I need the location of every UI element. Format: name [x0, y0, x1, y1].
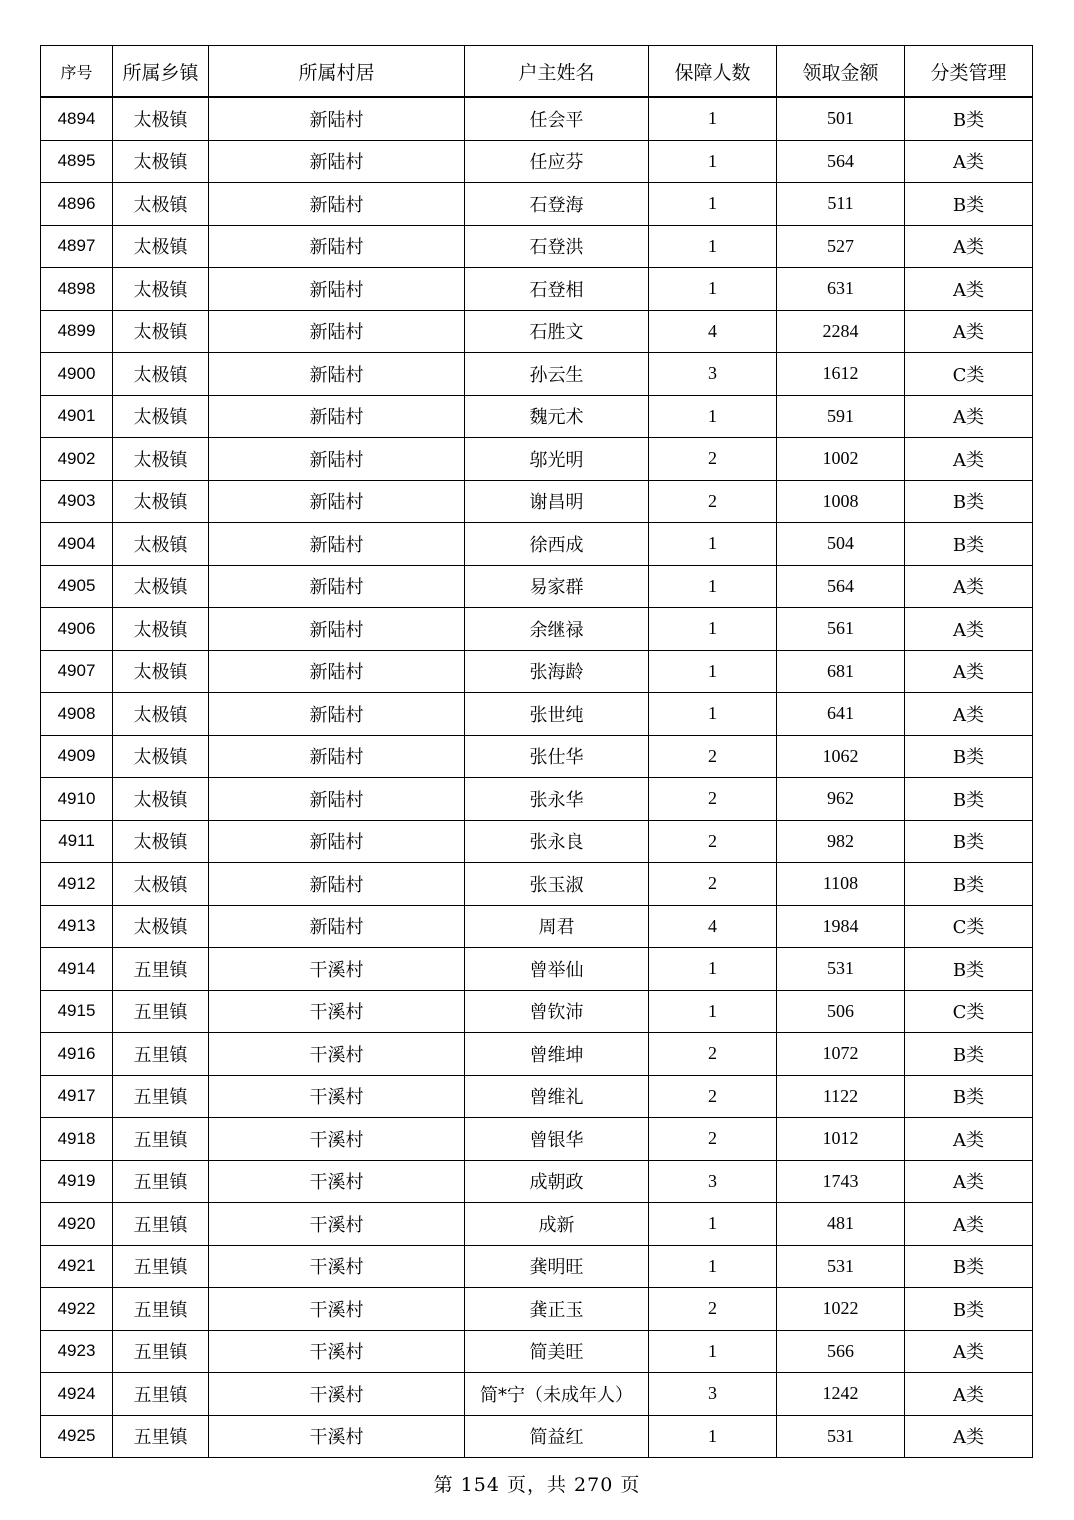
village-cell: 新陆村	[209, 693, 465, 736]
persons-cell: 2	[649, 1075, 777, 1118]
householder-cell: 任应芬	[465, 140, 649, 183]
village-cell: 新陆村	[209, 183, 465, 226]
seq-cell: 4918	[41, 1118, 113, 1161]
persons-cell: 1	[649, 693, 777, 736]
village-cell: 新陆村	[209, 225, 465, 268]
amount-cell: 1002	[777, 438, 905, 481]
township-cell: 太极镇	[113, 225, 209, 268]
seq-cell: 4910	[41, 778, 113, 821]
table-row	[41, 1288, 1033, 1331]
persons-cell: 2	[649, 1118, 777, 1161]
householder-cell: 张玉淑	[465, 863, 649, 906]
persons-cell: 1	[649, 565, 777, 608]
seq-cell: 4907	[41, 650, 113, 693]
header-row	[41, 46, 1033, 98]
persons-cell: 2	[649, 863, 777, 906]
category-cell: A类	[905, 225, 1033, 268]
persons-cell: 3	[649, 353, 777, 396]
persons-cell: 1	[649, 523, 777, 566]
table-row	[41, 650, 1033, 693]
category-cell: A类	[905, 268, 1033, 311]
township-cell: 太极镇	[113, 183, 209, 226]
householder-cell: 简益红	[465, 1415, 649, 1458]
seq-cell: 4899	[41, 310, 113, 353]
householder-cell: 余继禄	[465, 608, 649, 651]
amount-cell: 1122	[777, 1075, 905, 1118]
header-covered-persons: 保障人数	[649, 46, 777, 98]
seq-cell: 4909	[41, 735, 113, 778]
persons-cell: 1	[649, 990, 777, 1033]
category-cell: B类	[905, 778, 1033, 821]
village-cell: 干溪村	[209, 1330, 465, 1373]
seq-cell: 4900	[41, 353, 113, 396]
seq-cell: 4922	[41, 1288, 113, 1331]
seq-cell: 4924	[41, 1373, 113, 1416]
amount-cell: 1242	[777, 1373, 905, 1416]
amount-cell: 1072	[777, 1033, 905, 1076]
township-cell: 五里镇	[113, 1033, 209, 1076]
seq-cell: 4895	[41, 140, 113, 183]
householder-cell: 易家群	[465, 565, 649, 608]
seq-cell: 4903	[41, 480, 113, 523]
category-cell: B类	[905, 735, 1033, 778]
persons-cell: 1	[649, 268, 777, 311]
amount-cell: 1022	[777, 1288, 905, 1331]
township-cell: 太极镇	[113, 778, 209, 821]
township-cell: 五里镇	[113, 1330, 209, 1373]
header-village: 所属村居	[209, 46, 465, 98]
householder-cell: 曾举仙	[465, 948, 649, 991]
seq-cell: 4896	[41, 183, 113, 226]
amount-cell: 1743	[777, 1160, 905, 1203]
township-cell: 太极镇	[113, 650, 209, 693]
seq-cell: 4915	[41, 990, 113, 1033]
table-row	[41, 948, 1033, 991]
township-cell: 太极镇	[113, 820, 209, 863]
table-row	[41, 1415, 1033, 1458]
village-cell: 新陆村	[209, 480, 465, 523]
seq-cell: 4904	[41, 523, 113, 566]
persons-cell: 1	[649, 1415, 777, 1458]
village-cell: 干溪村	[209, 1203, 465, 1246]
householder-cell: 龚正玉	[465, 1288, 649, 1331]
householder-cell: 张世纯	[465, 693, 649, 736]
seq-cell: 4901	[41, 395, 113, 438]
village-cell: 新陆村	[209, 438, 465, 481]
amount-cell: 1062	[777, 735, 905, 778]
householder-cell: 魏元术	[465, 395, 649, 438]
township-cell: 太极镇	[113, 395, 209, 438]
amount-cell: 1012	[777, 1118, 905, 1161]
amount-cell: 511	[777, 183, 905, 226]
persons-cell: 1	[649, 608, 777, 651]
amount-cell: 631	[777, 268, 905, 311]
category-cell: B类	[905, 1033, 1033, 1076]
category-cell: B类	[905, 480, 1033, 523]
category-cell: A类	[905, 310, 1033, 353]
seq-cell: 4897	[41, 225, 113, 268]
persons-cell: 2	[649, 735, 777, 778]
amount-cell: 501	[777, 97, 905, 140]
township-cell: 太极镇	[113, 268, 209, 311]
seq-cell: 4905	[41, 565, 113, 608]
village-cell: 新陆村	[209, 97, 465, 140]
township-cell: 太极镇	[113, 140, 209, 183]
village-cell: 干溪村	[209, 948, 465, 991]
township-cell: 太极镇	[113, 523, 209, 566]
seq-cell: 4925	[41, 1415, 113, 1458]
seq-cell: 4908	[41, 693, 113, 736]
amount-cell: 564	[777, 565, 905, 608]
persons-cell: 2	[649, 778, 777, 821]
category-cell: A类	[905, 1373, 1033, 1416]
category-cell: A类	[905, 608, 1033, 651]
village-cell: 新陆村	[209, 268, 465, 311]
householder-cell: 石登海	[465, 183, 649, 226]
village-cell: 新陆村	[209, 905, 465, 948]
householder-cell: 曾维坤	[465, 1033, 649, 1076]
village-cell: 新陆村	[209, 565, 465, 608]
householder-cell: 徐西成	[465, 523, 649, 566]
householder-cell: 谢昌明	[465, 480, 649, 523]
table-row	[41, 565, 1033, 608]
amount-cell: 504	[777, 523, 905, 566]
header-householder: 户主姓名	[465, 46, 649, 98]
table-row	[41, 608, 1033, 651]
amount-cell: 566	[777, 1330, 905, 1373]
category-cell: A类	[905, 1203, 1033, 1246]
householder-cell: 张海龄	[465, 650, 649, 693]
village-cell: 干溪村	[209, 1075, 465, 1118]
amount-cell: 527	[777, 225, 905, 268]
amount-cell: 641	[777, 693, 905, 736]
persons-cell: 1	[649, 225, 777, 268]
persons-cell: 1	[649, 1203, 777, 1246]
persons-cell: 2	[649, 480, 777, 523]
persons-cell: 4	[649, 310, 777, 353]
table-row	[41, 268, 1033, 311]
header-seq: 序号	[41, 46, 113, 98]
category-cell: B类	[905, 523, 1033, 566]
township-cell: 五里镇	[113, 948, 209, 991]
seq-cell: 4916	[41, 1033, 113, 1076]
township-cell: 太极镇	[113, 905, 209, 948]
persons-cell: 1	[649, 97, 777, 140]
category-cell: A类	[905, 1415, 1033, 1458]
township-cell: 五里镇	[113, 1288, 209, 1331]
category-cell: A类	[905, 1160, 1033, 1203]
amount-cell: 2284	[777, 310, 905, 353]
seq-cell: 4914	[41, 948, 113, 991]
village-cell: 新陆村	[209, 735, 465, 778]
table-row	[41, 1075, 1033, 1118]
seq-cell: 4912	[41, 863, 113, 906]
township-cell: 五里镇	[113, 1160, 209, 1203]
table-row	[41, 1118, 1033, 1161]
category-cell: B类	[905, 820, 1033, 863]
persons-cell: 1	[649, 650, 777, 693]
householder-cell: 邬光明	[465, 438, 649, 481]
householder-cell: 任会平	[465, 97, 649, 140]
persons-cell: 2	[649, 438, 777, 481]
seq-cell: 4902	[41, 438, 113, 481]
category-cell: A类	[905, 650, 1033, 693]
category-cell: C类	[905, 353, 1033, 396]
table-row	[41, 523, 1033, 566]
persons-cell: 1	[649, 948, 777, 991]
table-row	[41, 225, 1033, 268]
category-cell: C类	[905, 990, 1033, 1033]
township-cell: 五里镇	[113, 1373, 209, 1416]
householder-cell: 张永良	[465, 820, 649, 863]
persons-cell: 1	[649, 1245, 777, 1288]
seq-cell: 4917	[41, 1075, 113, 1118]
table-row	[41, 395, 1033, 438]
category-cell: C类	[905, 905, 1033, 948]
amount-cell: 1612	[777, 353, 905, 396]
amount-cell: 561	[777, 608, 905, 651]
amount-cell: 1108	[777, 863, 905, 906]
table-row	[41, 1245, 1033, 1288]
table-row	[41, 97, 1033, 140]
category-cell: A类	[905, 140, 1033, 183]
village-cell: 新陆村	[209, 650, 465, 693]
village-cell: 新陆村	[209, 395, 465, 438]
seq-cell: 4898	[41, 268, 113, 311]
householder-cell: 曾钦沛	[465, 990, 649, 1033]
amount-cell: 481	[777, 1203, 905, 1246]
table-row	[41, 1373, 1033, 1416]
householder-cell: 张仕华	[465, 735, 649, 778]
persons-cell: 1	[649, 140, 777, 183]
table-row	[41, 353, 1033, 396]
table-header	[41, 46, 1033, 98]
category-cell: A类	[905, 565, 1033, 608]
seq-cell: 4913	[41, 905, 113, 948]
header-category: 分类管理	[905, 46, 1033, 98]
amount-cell: 982	[777, 820, 905, 863]
category-cell: B类	[905, 1075, 1033, 1118]
township-cell: 太极镇	[113, 693, 209, 736]
category-cell: A类	[905, 438, 1033, 481]
amount-cell: 531	[777, 1245, 905, 1288]
householder-cell: 龚明旺	[465, 1245, 649, 1288]
householder-cell: 张永华	[465, 778, 649, 821]
header-township: 所属乡镇	[113, 46, 209, 98]
table-row	[41, 1330, 1033, 1373]
householder-cell: 石登洪	[465, 225, 649, 268]
table-row	[41, 693, 1033, 736]
seq-cell: 4911	[41, 820, 113, 863]
table-row	[41, 1160, 1033, 1203]
table-row	[41, 310, 1033, 353]
amount-cell: 1984	[777, 905, 905, 948]
category-cell: B类	[905, 948, 1033, 991]
category-cell: A类	[905, 1118, 1033, 1161]
category-cell: B类	[905, 1288, 1033, 1331]
category-cell: A类	[905, 693, 1033, 736]
persons-cell: 1	[649, 395, 777, 438]
category-cell: B类	[905, 1245, 1033, 1288]
township-cell: 太极镇	[113, 608, 209, 651]
township-cell: 太极镇	[113, 863, 209, 906]
village-cell: 干溪村	[209, 1245, 465, 1288]
township-cell: 五里镇	[113, 1415, 209, 1458]
amount-cell: 591	[777, 395, 905, 438]
category-cell: B类	[905, 183, 1033, 226]
persons-cell: 3	[649, 1373, 777, 1416]
table-row	[41, 735, 1033, 778]
persons-cell: 1	[649, 1330, 777, 1373]
table-row	[41, 183, 1033, 226]
table-row	[41, 480, 1033, 523]
amount-cell: 506	[777, 990, 905, 1033]
table-row	[41, 1203, 1033, 1246]
page-footer: 第 154 页，共 270 页	[433, 1474, 641, 1496]
township-cell: 太极镇	[113, 353, 209, 396]
header-amount: 领取金额	[777, 46, 905, 98]
table-row	[41, 905, 1033, 948]
township-cell: 太极镇	[113, 735, 209, 778]
township-cell: 太极镇	[113, 310, 209, 353]
persons-cell: 2	[649, 1288, 777, 1331]
village-cell: 干溪村	[209, 1118, 465, 1161]
seq-cell: 4923	[41, 1330, 113, 1373]
township-cell: 太极镇	[113, 97, 209, 140]
village-cell: 新陆村	[209, 140, 465, 183]
seq-cell: 4906	[41, 608, 113, 651]
category-cell: A类	[905, 395, 1033, 438]
persons-cell: 1	[649, 183, 777, 226]
township-cell: 五里镇	[113, 990, 209, 1033]
township-cell: 五里镇	[113, 1075, 209, 1118]
village-cell: 新陆村	[209, 863, 465, 906]
table-row	[41, 140, 1033, 183]
table-body	[41, 97, 1033, 1458]
village-cell: 新陆村	[209, 608, 465, 651]
persons-cell: 3	[649, 1160, 777, 1203]
amount-cell: 531	[777, 948, 905, 991]
township-cell: 太极镇	[113, 438, 209, 481]
category-cell: B类	[905, 863, 1033, 906]
village-cell: 干溪村	[209, 1033, 465, 1076]
village-cell: 新陆村	[209, 310, 465, 353]
category-cell: A类	[905, 1330, 1033, 1373]
township-cell: 太极镇	[113, 565, 209, 608]
township-cell: 五里镇	[113, 1203, 209, 1246]
householder-cell: 简*宁（未成年人）	[465, 1373, 649, 1416]
table-row	[41, 863, 1033, 906]
table-row	[41, 820, 1033, 863]
amount-cell: 962	[777, 778, 905, 821]
village-cell: 干溪村	[209, 1160, 465, 1203]
householder-cell: 石登相	[465, 268, 649, 311]
persons-cell: 4	[649, 905, 777, 948]
amount-cell: 531	[777, 1415, 905, 1458]
table-row	[41, 438, 1033, 481]
householder-cell: 孙云生	[465, 353, 649, 396]
township-cell: 五里镇	[113, 1245, 209, 1288]
village-cell: 干溪村	[209, 1415, 465, 1458]
village-cell: 新陆村	[209, 820, 465, 863]
householder-cell: 简美旺	[465, 1330, 649, 1373]
seq-cell: 4894	[41, 97, 113, 140]
persons-cell: 2	[649, 820, 777, 863]
relief-roster-table	[40, 45, 1033, 1458]
amount-cell: 1008	[777, 480, 905, 523]
persons-cell: 2	[649, 1033, 777, 1076]
householder-cell: 曾维礼	[465, 1075, 649, 1118]
householder-cell: 曾银华	[465, 1118, 649, 1161]
village-cell: 新陆村	[209, 523, 465, 566]
householder-cell: 成朝政	[465, 1160, 649, 1203]
category-cell: B类	[905, 97, 1033, 140]
village-cell: 新陆村	[209, 353, 465, 396]
township-cell: 太极镇	[113, 480, 209, 523]
village-cell: 干溪村	[209, 990, 465, 1033]
amount-cell: 681	[777, 650, 905, 693]
village-cell: 干溪村	[209, 1373, 465, 1416]
table-row	[41, 1033, 1033, 1076]
village-cell: 干溪村	[209, 1288, 465, 1331]
village-cell: 新陆村	[209, 778, 465, 821]
amount-cell: 564	[777, 140, 905, 183]
table-row	[41, 778, 1033, 821]
township-cell: 五里镇	[113, 1118, 209, 1161]
householder-cell: 成新	[465, 1203, 649, 1246]
seq-cell: 4919	[41, 1160, 113, 1203]
seq-cell: 4920	[41, 1203, 113, 1246]
seq-cell: 4921	[41, 1245, 113, 1288]
householder-cell: 石胜文	[465, 310, 649, 353]
table-row	[41, 990, 1033, 1033]
householder-cell: 周君	[465, 905, 649, 948]
